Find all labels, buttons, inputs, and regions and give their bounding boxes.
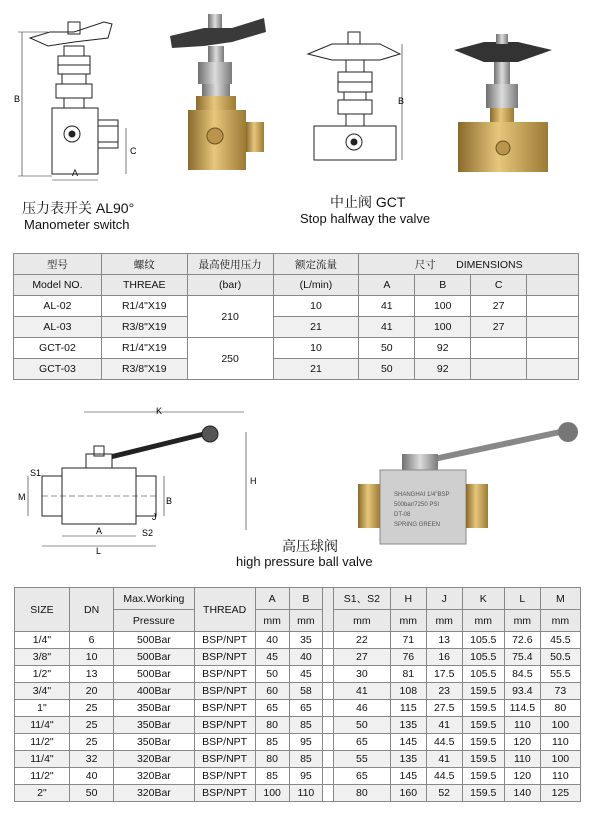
cell-dn: 50 <box>69 785 113 802</box>
cell-model: GCT-03 <box>14 359 102 380</box>
th-b: B <box>415 275 471 296</box>
cell-j: 41 <box>426 751 462 768</box>
cell-pressure: 400Bar <box>114 683 194 700</box>
cell-m: 80 <box>540 700 580 717</box>
table-row <box>14 317 579 338</box>
cell-b: 65 <box>289 700 323 717</box>
cell-l: 72.6 <box>504 632 540 649</box>
cell-a: 40 <box>255 632 289 649</box>
th-dimensions-en: DIMENSIONS <box>456 258 523 271</box>
cell-c: 27 <box>471 317 527 338</box>
cell-a: 85 <box>255 734 289 751</box>
cell-l: 114.5 <box>504 700 540 717</box>
cell-size: 3/8" <box>15 649 70 666</box>
cell-s: 80 <box>333 785 390 802</box>
cell-dn: 32 <box>69 751 113 768</box>
cell-blank <box>527 296 579 317</box>
cell-pressure: 350Bar <box>114 734 194 751</box>
dim-label-s1: S1 <box>30 468 42 478</box>
cell-s: 30 <box>333 666 390 683</box>
th-model-cn: 型号 <box>14 254 102 275</box>
dim-label-a: A <box>72 168 79 178</box>
th2-size: SIZE <box>15 588 70 632</box>
cell-size: 1" <box>15 700 70 717</box>
cell-l: 84.5 <box>504 666 540 683</box>
th2-k: K <box>462 588 504 610</box>
cell-b: 100 <box>415 296 471 317</box>
cell-b: 40 <box>289 649 323 666</box>
cell-l: 75.4 <box>504 649 540 666</box>
dim-label-l: L <box>96 546 102 554</box>
cell-thread: BSP/NPT <box>194 734 255 751</box>
table-row <box>15 751 581 768</box>
cell-s: 27 <box>333 649 390 666</box>
th2-unit: mm <box>540 610 580 632</box>
cell-size: 11/4" <box>15 717 70 734</box>
cell-j: 23 <box>426 683 462 700</box>
cell-dn: 25 <box>69 717 113 734</box>
cell-dn: 13 <box>69 666 113 683</box>
cell-j: 16 <box>426 649 462 666</box>
cell-j: 41 <box>426 717 462 734</box>
cell-b: 110 <box>289 785 323 802</box>
cell-pressure: 350Bar <box>114 700 194 717</box>
manometer-switch-drawing <box>8 8 143 188</box>
cell-pressure: 350Bar <box>114 717 194 734</box>
cell-pressure: 320Bar <box>114 785 194 802</box>
cell-j: 13 <box>426 632 462 649</box>
th-thread-en: THREAE <box>101 275 187 296</box>
cell-k: 159.5 <box>462 700 504 717</box>
cell-m: 50.5 <box>540 649 580 666</box>
dim-label-a-2: A <box>96 526 103 536</box>
cell-gap <box>323 751 334 768</box>
cell-thread: BSP/NPT <box>194 649 255 666</box>
cell-s: 41 <box>333 683 390 700</box>
cell-gap <box>323 666 334 683</box>
cell-s: 46 <box>333 700 390 717</box>
dim-label-j: J <box>152 512 157 522</box>
cell-b: 45 <box>289 666 323 683</box>
cell-a: 41 <box>359 296 415 317</box>
th2-pressure-2: Pressure <box>114 610 194 632</box>
cell-j: 27.5 <box>426 700 462 717</box>
th2-l: L <box>504 588 540 610</box>
th2-gap <box>323 588 334 632</box>
th-pressure-cn: 最高使用压力 <box>187 254 273 275</box>
cell-flow: 21 <box>273 359 359 380</box>
body-marking-line-4: SPRING GREEN <box>394 522 441 528</box>
cell-k: 159.5 <box>462 683 504 700</box>
table-row <box>15 785 581 802</box>
cell-model: AL-02 <box>14 296 102 317</box>
th2-a: A <box>255 588 289 610</box>
cell-m: 110 <box>540 734 580 751</box>
cell-c <box>471 359 527 380</box>
cell-c <box>471 338 527 359</box>
cell-thread: BSP/NPT <box>194 666 255 683</box>
cell-gap <box>323 632 334 649</box>
table-row <box>15 632 581 649</box>
th2-dn: DN <box>69 588 113 632</box>
cell-j: 17.5 <box>426 666 462 683</box>
cell-pressure: 500Bar <box>114 649 194 666</box>
cell-thread: R1/4"X19 <box>101 338 187 359</box>
cell-pressure: 250 <box>187 338 273 380</box>
dim-label-b-2: B <box>398 96 405 106</box>
table-row <box>15 734 581 751</box>
cell-dn: 40 <box>69 768 113 785</box>
th2-unit: mm <box>333 610 390 632</box>
cell-model: AL-03 <box>14 317 102 338</box>
cell-b: 92 <box>415 359 471 380</box>
cell-h: 160 <box>390 785 426 802</box>
cell-thread: BSP/NPT <box>194 717 255 734</box>
table-row <box>14 296 579 317</box>
cell-b: 85 <box>289 717 323 734</box>
cell-dn: 25 <box>69 734 113 751</box>
cell-flow: 10 <box>273 296 359 317</box>
valve-spec-table <box>13 253 579 380</box>
table-row <box>14 359 579 380</box>
cell-a: 85 <box>255 768 289 785</box>
cell-m: 100 <box>540 751 580 768</box>
cell-size: 11/4" <box>15 751 70 768</box>
cell-k: 159.5 <box>462 717 504 734</box>
cell-size: 3/4" <box>15 683 70 700</box>
cell-k: 159.5 <box>462 751 504 768</box>
cell-c: 27 <box>471 296 527 317</box>
cell-gap <box>323 768 334 785</box>
cell-l: 120 <box>504 734 540 751</box>
cell-thread: BSP/NPT <box>194 768 255 785</box>
cell-j: 44.5 <box>426 768 462 785</box>
th-model-en: Model NO. <box>14 275 102 296</box>
cell-a: 80 <box>255 717 289 734</box>
stop-valve-caption-cn: 中止阀 GCT <box>330 194 406 210</box>
th-dimensions <box>359 254 579 275</box>
cell-h: 145 <box>390 768 426 785</box>
cell-m: 100 <box>540 717 580 734</box>
cell-model: GCT-02 <box>14 338 102 359</box>
cell-s: 65 <box>333 734 390 751</box>
cell-b: 95 <box>289 768 323 785</box>
cell-gap <box>323 649 334 666</box>
dim-label-b: B <box>14 94 21 104</box>
cell-dn: 25 <box>69 700 113 717</box>
table-row <box>15 649 581 666</box>
cell-a: 41 <box>359 317 415 338</box>
th2-j: J <box>426 588 462 610</box>
cell-h: 108 <box>390 683 426 700</box>
cell-thread: BSP/NPT <box>194 683 255 700</box>
cell-gap <box>323 717 334 734</box>
ball-valve-caption-cn: 高压球阀 <box>282 538 338 554</box>
cell-thread: R3/8"X19 <box>101 359 187 380</box>
cell-l: 110 <box>504 751 540 768</box>
cell-pressure: 320Bar <box>114 751 194 768</box>
ball-valve-caption-en: high pressure ball valve <box>236 554 373 569</box>
cell-j: 52 <box>426 785 462 802</box>
cell-l: 120 <box>504 768 540 785</box>
th2-b: B <box>289 588 323 610</box>
cell-size: 11/2" <box>15 734 70 751</box>
cell-blank <box>527 317 579 338</box>
cell-m: 73 <box>540 683 580 700</box>
cell-dn: 6 <box>69 632 113 649</box>
manometer-caption-cn: 压力表开关 AL90° <box>22 200 135 216</box>
cell-s: 50 <box>333 717 390 734</box>
th2-unit: mm <box>426 610 462 632</box>
cell-l: 140 <box>504 785 540 802</box>
cell-b: 85 <box>289 751 323 768</box>
cell-k: 105.5 <box>462 649 504 666</box>
cell-a: 45 <box>255 649 289 666</box>
table-row <box>15 717 581 734</box>
dim-label-h: H <box>250 476 257 486</box>
cell-thread: R1/4"X19 <box>101 296 187 317</box>
body-marking-line-1: SHANGHAI 1/4"BSP <box>394 492 450 498</box>
th2-unit: mm <box>462 610 504 632</box>
cell-size: 1/4" <box>15 632 70 649</box>
cell-a: 50 <box>255 666 289 683</box>
stop-valve-drawing <box>298 24 413 174</box>
th-pressure-en: (bar) <box>187 275 273 296</box>
cell-a: 50 <box>359 338 415 359</box>
cell-j: 44.5 <box>426 734 462 751</box>
cell-h: 71 <box>390 632 426 649</box>
th2-unit: mm <box>255 610 289 632</box>
cell-size: 1/2" <box>15 666 70 683</box>
cell-pressure: 500Bar <box>114 632 194 649</box>
cell-thread: BSP/NPT <box>194 700 255 717</box>
th-flow-en: (L/min) <box>273 275 359 296</box>
cell-s: 55 <box>333 751 390 768</box>
table-row <box>15 768 581 785</box>
cell-pressure: 500Bar <box>114 666 194 683</box>
ball-valve-spec-table <box>14 587 581 802</box>
th2-pressure-1: Max.Working <box>114 588 194 610</box>
ball-valve-drawing <box>14 404 264 554</box>
cell-gap <box>323 785 334 802</box>
th-c: C <box>471 275 527 296</box>
cell-k: 159.5 <box>462 734 504 751</box>
cell-dn: 10 <box>69 649 113 666</box>
dim-label-c: C <box>130 146 137 156</box>
cell-l: 110 <box>504 717 540 734</box>
dim-label-k: K <box>156 406 163 416</box>
table-row <box>15 683 581 700</box>
cell-b: 95 <box>289 734 323 751</box>
body-marking-line-3: DT-08 <box>394 512 411 518</box>
th2-unit: mm <box>504 610 540 632</box>
cell-h: 81 <box>390 666 426 683</box>
th-dimensions-cn: 尺寸 <box>414 258 436 271</box>
th-thread-cn: 螺纹 <box>101 254 187 275</box>
cell-pressure: 210 <box>187 296 273 338</box>
ball-valve-photo <box>350 418 590 548</box>
cell-m: 45.5 <box>540 632 580 649</box>
manometer-caption-en: Manometer switch <box>24 217 130 232</box>
th2-m: M <box>540 588 580 610</box>
cell-l: 93.4 <box>504 683 540 700</box>
cell-b: 92 <box>415 338 471 359</box>
cell-a: 65 <box>255 700 289 717</box>
cell-flow: 10 <box>273 338 359 359</box>
cell-h: 135 <box>390 751 426 768</box>
cell-b: 100 <box>415 317 471 338</box>
cell-dn: 20 <box>69 683 113 700</box>
cell-k: 159.5 <box>462 768 504 785</box>
th-flow-cn: 额定流量 <box>273 254 359 275</box>
cell-thread: BSP/NPT <box>194 751 255 768</box>
th-a: A <box>359 275 415 296</box>
cell-b: 35 <box>289 632 323 649</box>
cell-s: 65 <box>333 768 390 785</box>
cell-gap <box>323 700 334 717</box>
stop-valve-caption-en: Stop halfway the valve <box>300 211 431 226</box>
cell-k: 105.5 <box>462 632 504 649</box>
stop-valve-photo <box>448 30 558 190</box>
cell-blank <box>527 359 579 380</box>
cell-thread: R3/8"X19 <box>101 317 187 338</box>
cell-b: 58 <box>289 683 323 700</box>
cell-thread: BSP/NPT <box>194 785 255 802</box>
table-row <box>15 666 581 683</box>
cell-a: 100 <box>255 785 289 802</box>
cell-flow: 21 <box>273 317 359 338</box>
cell-a: 50 <box>359 359 415 380</box>
dim-label-b-3: B <box>166 496 173 506</box>
th2-s: S1、S2 <box>333 588 390 610</box>
cell-h: 145 <box>390 734 426 751</box>
cell-a: 80 <box>255 751 289 768</box>
manometer-switch-photo <box>160 6 270 181</box>
dim-label-m: M <box>18 492 26 502</box>
cell-h: 115 <box>390 700 426 717</box>
cell-gap <box>323 734 334 751</box>
cell-size: 2" <box>15 785 70 802</box>
cell-h: 76 <box>390 649 426 666</box>
cell-size: 11/2" <box>15 768 70 785</box>
cell-blank <box>527 338 579 359</box>
cell-m: 125 <box>540 785 580 802</box>
cell-k: 159.5 <box>462 785 504 802</box>
table-row <box>14 338 579 359</box>
cell-a: 60 <box>255 683 289 700</box>
table-row <box>15 700 581 717</box>
cell-s: 22 <box>333 632 390 649</box>
th2-thread: THREAD <box>194 588 255 632</box>
dim-label-s2: S2 <box>142 528 154 538</box>
cell-m: 55.5 <box>540 666 580 683</box>
th2-h: H <box>390 588 426 610</box>
th2-unit: mm <box>390 610 426 632</box>
th-blank <box>527 275 579 296</box>
cell-k: 105.5 <box>462 666 504 683</box>
cell-h: 135 <box>390 717 426 734</box>
th2-unit: mm <box>289 610 323 632</box>
cell-m: 110 <box>540 768 580 785</box>
cell-gap <box>323 683 334 700</box>
cell-thread: BSP/NPT <box>194 632 255 649</box>
body-marking-line-2: 500bar/7250 PSI <box>394 502 440 508</box>
cell-pressure: 320Bar <box>114 768 194 785</box>
